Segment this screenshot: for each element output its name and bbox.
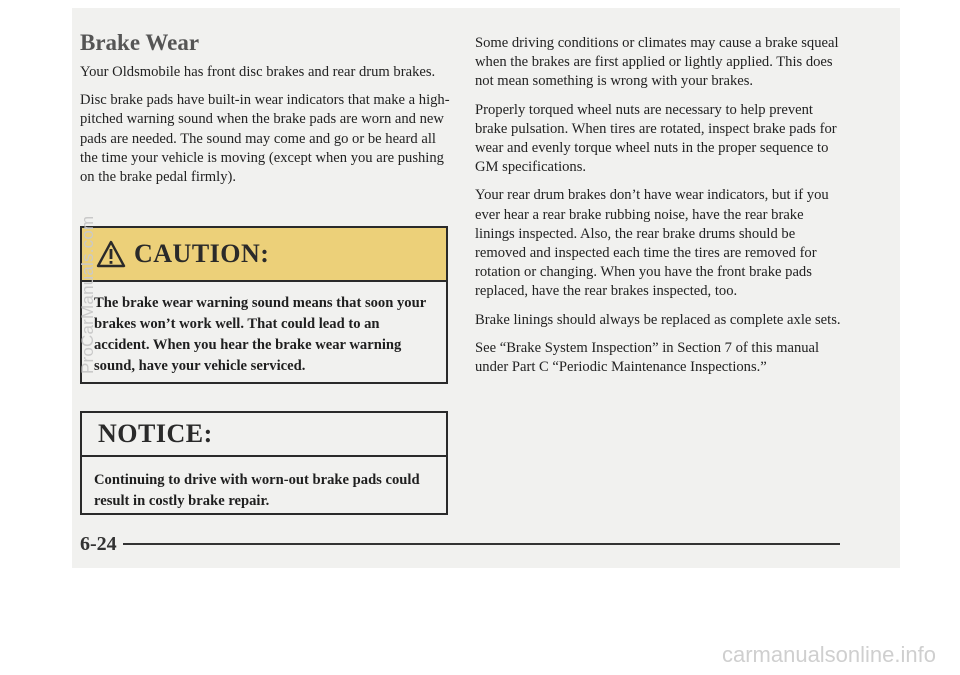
caution-box (80, 226, 448, 384)
watermark-bottom: carmanualsonline.info (721, 642, 936, 667)
paragraph: See “Brake System Inspection” in Section 7 of this manual under Part C “Periodic Maintenance Inspections.” (475, 339, 820, 376)
paragraph: Properly torqued wheel nuts are necessary to help prevent brake pulsation. When tires are rotated, inspect brake pads for wear and evenly torque wheel nuts in the proper sequence to GM specifications. (475, 101, 837, 176)
footer-rule (123, 543, 840, 545)
right-column (475, 34, 845, 386)
notice-header (82, 413, 446, 457)
paragraph: Some driving conditions or climates may cause a brake squeal when the brakes are first applied or lightly applied. This does not mean something is wrong with your brakes. (475, 35, 839, 90)
caution-text: The brake wear warning sound means that soon your brakes won’t work well. That could lead to an accident. When you hear the brake wear warning sound, have your vehicle serviced. (94, 295, 426, 374)
paragraph: Your rear drum brakes don’t have wear indicators, but if you ever hear a rear brake rubbing noise, have the rear brake linings inspected. Also, the rear brake drums should be removed and inspected each time the tires are removed for rotation or changing. When you have the front brake pads replaced, have the rear brakes inspected, too. (475, 187, 829, 300)
notice-box (80, 411, 448, 515)
page-number: 6-24 (80, 532, 117, 555)
notice-title: NOTICE: (98, 419, 213, 448)
left-column (80, 30, 452, 196)
warning-triangle-icon (96, 240, 126, 268)
caution-title: CAUTION: (134, 239, 270, 268)
notice-text: Continuing to drive with worn-out brake pads could result in costly brake repair. (94, 472, 420, 509)
watermark-side: ProCarManuals.com (78, 215, 97, 374)
caution-header (82, 228, 446, 282)
paragraph: Brake linings should always be replaced as complete axle sets. (475, 311, 841, 328)
page-footer (80, 530, 840, 558)
paragraph: Your Oldsmobile has front disc brakes and rear drum brakes. (80, 64, 436, 80)
paragraph: Disc brake pads have built-in wear indicators that make a high-pitched warning sound when the brake pads are worn and new pads are needed. The sound may come and go or be heard all the time your vehicle is moving (except when you are pushing on the brake pedal firmly). (80, 92, 450, 186)
section-title: Brake Wear (80, 30, 200, 55)
